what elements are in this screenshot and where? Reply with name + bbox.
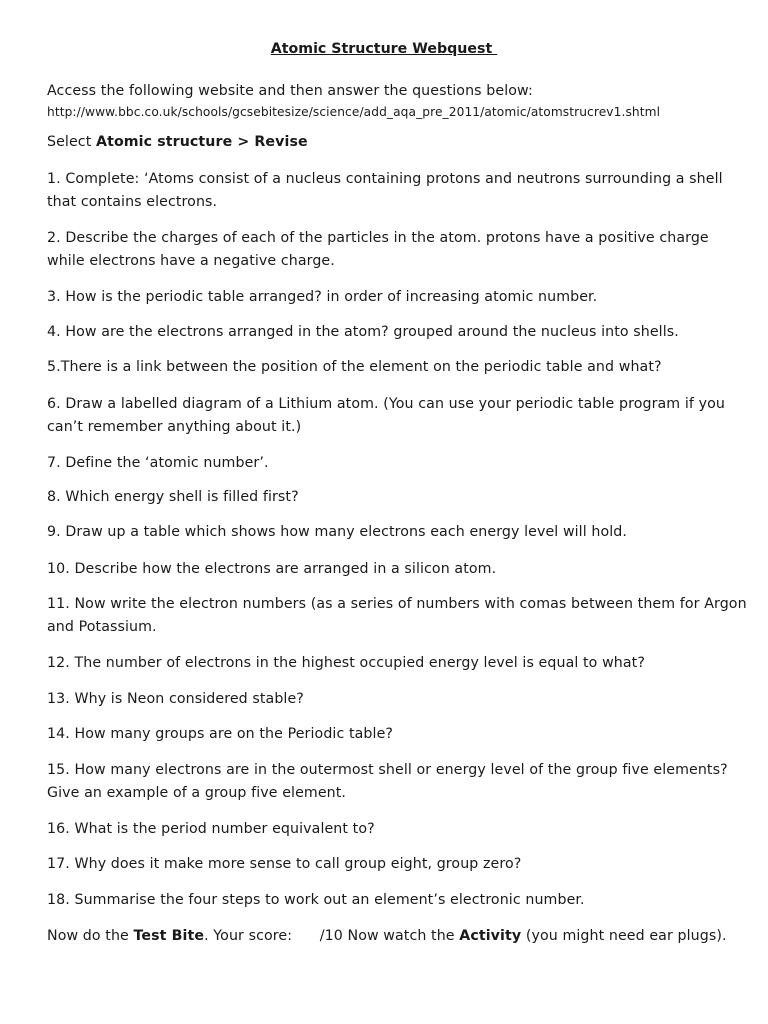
question-6: 6. Draw a labelled diagram of a Lithium atom. (You can use your periodic table program if you can’t remember anything about it.) (47, 396, 725, 435)
select-path: Atomic structure > Revise (95, 134, 308, 150)
question-4: 4. How are the electrons arranged in the atom? grouped around the nucleus into shells. (47, 324, 679, 340)
question-17: 17. Why does it make more sense to call group eight, group zero? (47, 856, 522, 872)
page-title: Atomic Structure Webquest (270, 41, 498, 57)
test-bite-label: Test Bite (133, 928, 205, 944)
footer-part-2: . Your score: /10 Now watch the (204, 928, 460, 944)
question-9: 9. Draw up a table which shows how many electrons each energy level will hold. (47, 524, 628, 540)
question-8: 8. Which energy shell is filled first? (47, 489, 299, 505)
question-11: 11. Now write the electron numbers (as a series of numbers with comas between them for Argon and Potassium. (47, 596, 747, 635)
footer-part-3: (you might need ear plugs). (521, 928, 727, 944)
select-prefix: Select (47, 134, 96, 150)
question-10: 10. Describe how the electrons are arranged in a silicon atom. (47, 561, 497, 577)
activity-label: Activity (459, 928, 522, 944)
question-12: 12. The number of electrons in the highest occupied energy level is equal to what? (47, 655, 645, 671)
question-1: 1. Complete: ‘Atoms consist of a nucleus containing protons and neutrons surrounding a shell that contains electrons. (47, 171, 723, 210)
question-7: 7. Define the ‘atomic number’. (47, 455, 269, 471)
website-url[interactable]: http://www.bbc.co.uk/schools/gcsebitesize/science/add_aqa_pre_2011/atomic/atomstrucrev1.shtml (47, 105, 661, 119)
question-16: 16. What is the period number equivalent to? (47, 821, 375, 837)
question-14: 14. How many groups are on the Periodic table? (47, 726, 394, 742)
question-13: 13. Why is Neon considered stable? (47, 691, 304, 707)
question-3: 3. How is the periodic table arranged? in order of increasing atomic number. (47, 289, 598, 305)
select-instruction (47, 131, 748, 154)
question-2: 2. Describe the charges of each of the particles in the atom. protons have a positive charge while electrons have a negative charge. (47, 230, 709, 269)
question-15: 15. How many electrons are in the outermost shell or energy level of the group five elements? Give an example of a group five element. (47, 762, 728, 801)
footer-part-1: Now do the (47, 928, 134, 944)
question-18: 18. Summarise the four steps to work out an element’s electronic number. (47, 892, 585, 908)
intro-text: Access the following website and then answer the questions below: (47, 83, 533, 99)
question-5: 5.There is a link between the position of the element on the periodic table and what? (47, 359, 662, 375)
footer-instruction (47, 925, 748, 948)
